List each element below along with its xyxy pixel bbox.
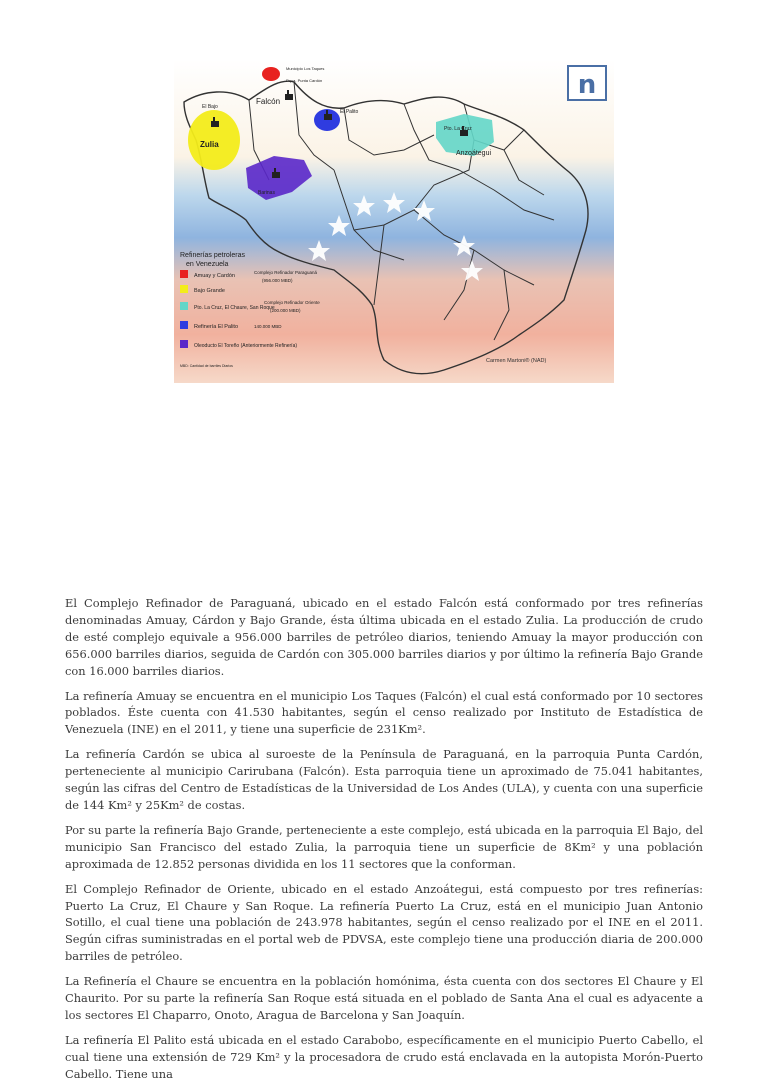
label-punta-cardon: Pqua. Punta Cardón [286,78,323,83]
label-zulia: Zulia [200,140,219,149]
legend-title-line1: Refinerías petroleras [180,252,245,259]
paragraph: El Complejo Refinador de Paraguaná, ubicado en el estado Falcón está conformado por tres refinerías denominadas Amuay, Cárdon y Bajo Grande, ésta última ubicada en el estado Zulia. La producción de crudo de esté complejo equivale a 956.000 barriles de petróleo diarios, teniendo Amuay la mayor producción con 656.000 barriles diarios, seguida de Cardón con 305.000 barriles diarios y por último la refinería Bajo Grande con 16.000 barriles diarios. [65,596,703,678]
paragraph: La Refinería el Chaure se encuentra en la población homónima, ésta cuenta con dos sectores El Chaure y El Chaurito. Por su parte la refinería San Roque está situada en el poblado de Santa Ana el cual es adyacente a los sectores El Chaparro, Onoto, Aragua de Barcelona y San Joaquín. [65,974,703,1022]
paragraph: La refinería Amuay se encuentra en el municipio Los Taques (Falcón) el cual está conformado por 10 sectores poblados. Éste cuenta con 41.530 habitantes, según el censo realizado por Instituto de Estadística de Venezuela (INE) en el 2011, y tiene una superficie de 231Km². [65,688,703,737]
label-pto-la-cruz: Pto. La Cruz [444,126,472,132]
legend-swatch-amuay [180,270,188,278]
paragraph: Por su parte la refinería Bajo Grande, perteneciente a este complejo, está ubicada en la parroquia El Bajo, del municipio San Francisco del estado Zulia, la parroquia tiene un superficie de 8Km² y una población aproximada de 12.852 personas dividida en los 11 sectores que la conforman. [65,822,703,871]
label-anzoategui: Anzoátegui [456,150,492,157]
region-amuay-cardon [262,67,280,81]
legend-label-toreno: Oleoducto El Toreño (Anteriormente Refinería) [194,343,298,349]
map-background [174,60,614,383]
legend-swatch-toreno [180,340,188,348]
label-el-palito: El Palito [340,109,359,115]
legend-bracket-paraguana: Complejo Refinador Paraguaná [254,270,318,275]
paragraph: La refinería El Palito está ubicada en el estado Carabobo, específicamente en el municipio Puerto Cabello, el cual tiene una extensión de 729 Km² y la procesadora de crudo está enclavada en la autopista Morón-Puerto Cabello. Tiene una [65,1032,703,1081]
legend-label-bajo-grande: Bajo Grande [194,288,225,294]
paragraph: La refinería Cardón se ubica al suroeste de la Península de Paraguaná, en la parroquia Punta Cardón, perteneciente al municipio Carirubana (Falcón). Esta parroquia tiene un aproximado de 75.041 habitantes, según las cifras del Centro de Estadísticas de la Universidad de Los Andes (ULA), y cuenta con una superficie de 144 Km² y 25Km² de costas. [65,747,703,812]
legend-palito-prod: 140.000 MBD [254,324,282,329]
refineries-map-figure [174,60,614,383]
legend-bracket-paraguana-prod: (956.000 MBD) [262,278,293,283]
legend-bracket-oriente-prod: (200.000 MBD) [270,308,301,313]
legend-bracket-oriente: Complejo Refinador Oriente [264,300,320,305]
legend-swatch-el-palito [180,321,188,329]
label-los-taques: Municipio Los Taques [286,66,325,71]
article-body [65,595,703,1091]
legend-label-amuay: Amuay y Cardón [194,273,235,279]
paragraph: El Complejo Refinador de Oriente, ubicado en el estado Anzoátegui, está compuesto por tres refinerías: Puerto La Cruz, El Chaure y San Roque. La refinería Puerto La Cruz, está en el municipio Juan Antonio Sotillo, el cual tiene una población de 243.978 habitantes, según el censo realizado por el INE en el 2011. Según cifras suministradas en el portal web de PDVSA, este complejo tiene una producción diaria de 200.000 barriles de petróleo. [65,881,703,964]
map-credit: Carmen Martoni® (NAD) [486,358,547,364]
label-el-bajo: El Bajo [202,104,218,110]
label-falcon: Falcón [256,97,281,106]
legend-title-line2: en Venezuela [186,261,229,268]
label-barinas: Barinas [258,190,275,196]
publisher-logo-glyph: n [577,70,597,100]
legend-label-el-palito: Refinería El Palito [194,324,239,330]
legend-footnote: MBD: Cantidad de barriles Diarios [180,364,233,368]
legend-swatch-bajo-grande [180,285,188,293]
legend-swatch-oriente [180,302,188,310]
legend-label-oriente: Pto. La Cruz, El Chaure, San Roque [194,305,275,311]
